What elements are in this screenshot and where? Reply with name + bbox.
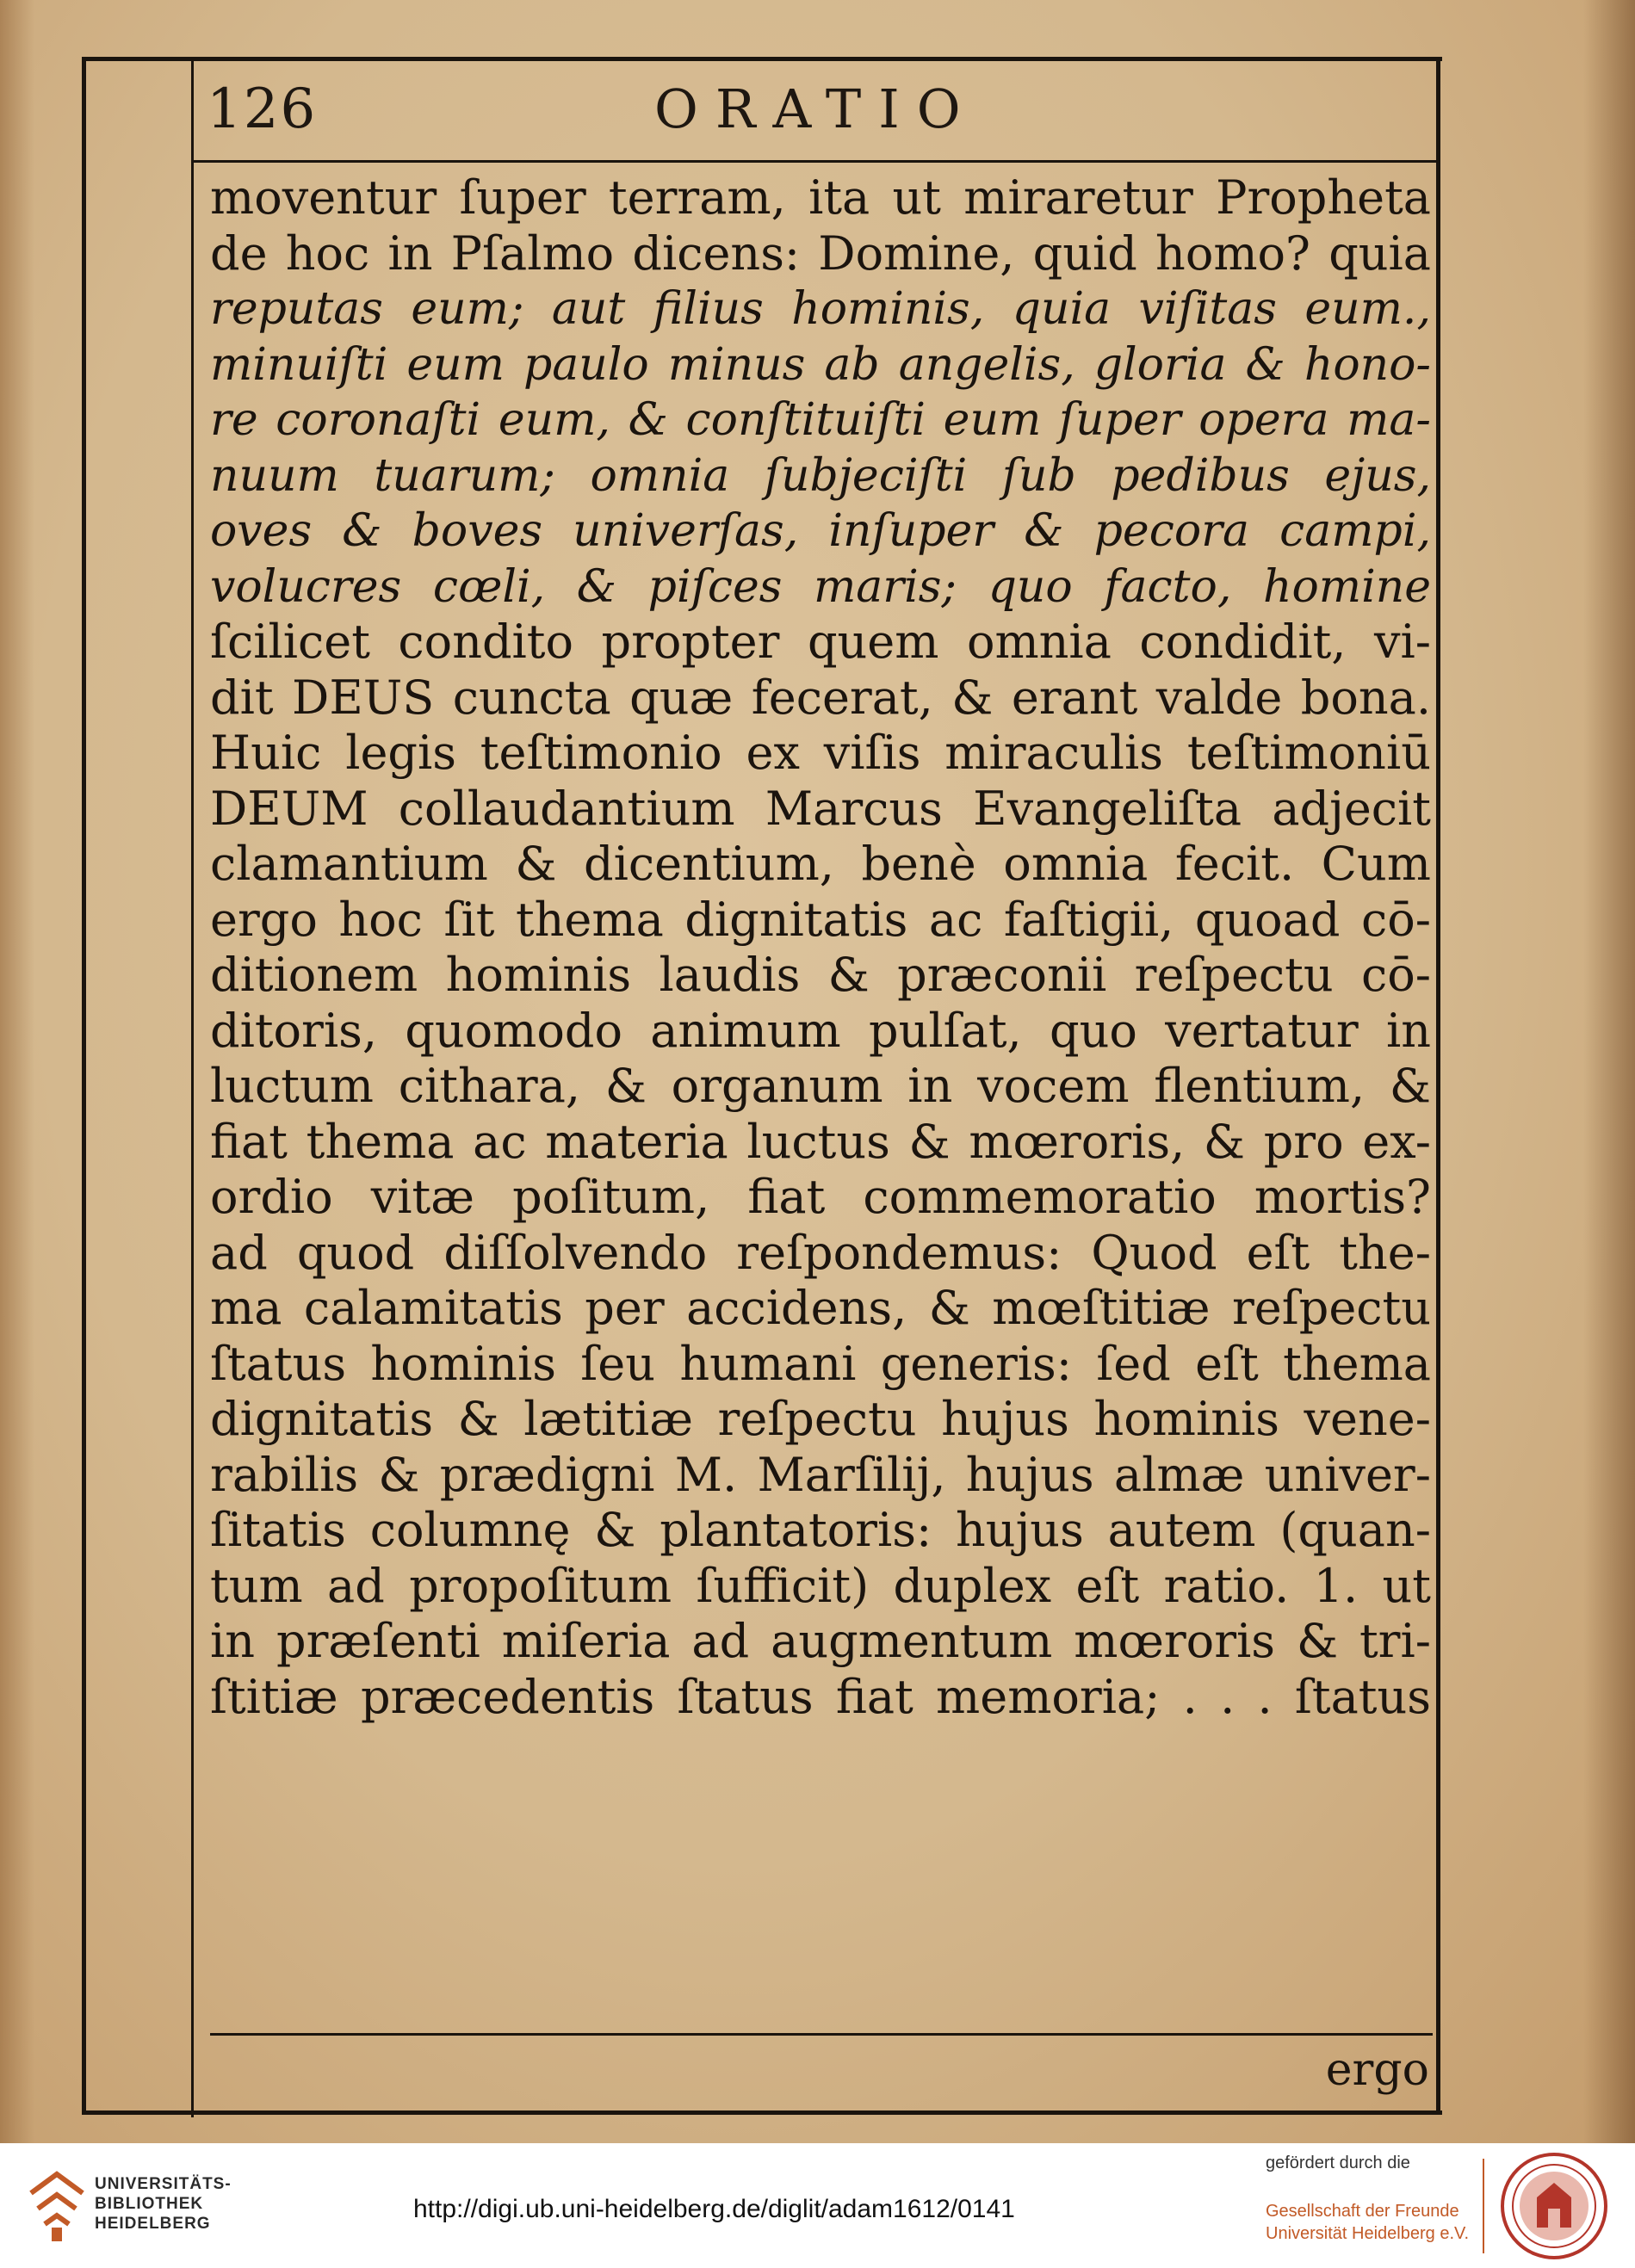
page-left-edge: [0, 0, 34, 2143]
permalink-url[interactable]: http://digi.ub.uni-heidelberg.de/diglit/adam1612/0141: [413, 2195, 1015, 2223]
text-line: nuum tuarum; omnia ſubjeciſti ſub pedibus ejus,: [210, 449, 1431, 502]
text-line: ergo hoc ſit thema dignitatis ac faſtigii, quoad cō-: [210, 892, 1431, 947]
text-line: Huic legis teſtimonio ex viſis miraculis teſtimoniū: [210, 726, 1431, 780]
sponsor-name: [1266, 2200, 1469, 2245]
text-line: DEUM collaudantium Marcus Evangeliſta adjecit: [210, 781, 1431, 836]
text-line: clamantium & dicentium, benè omnia fecit. Cum: [210, 837, 1431, 891]
text-line: rabilis & prædigni M. Marſilij, hujus almæ univer-: [210, 1447, 1431, 1502]
spine-shadow: [1583, 0, 1635, 2143]
header-underline: [191, 160, 1440, 163]
text-line: minuiſti eum paulo minus ab angelis, gloria & hono-: [210, 338, 1431, 391]
footer-bar: [0, 2143, 1635, 2268]
text-line: luctum cithara, & organum in vocem flentium, &: [210, 1059, 1431, 1113]
library-name: [95, 2174, 232, 2234]
sponsor-name-line: Universität Heidelberg e.V.: [1266, 2224, 1470, 2243]
text-line: in præſenti miſeria ad augmentum mœroris & tri-: [210, 1614, 1431, 1668]
text-line: dit DEUS cuncta quæ fecerat, & erant valde bona.: [210, 670, 1431, 725]
running-head: ORATIO: [654, 77, 978, 140]
library-name-line: BIBLIOTHEK: [95, 2195, 204, 2213]
text-line: ad quod diſſolvendo reſpondemus: Quod eſt the-: [210, 1225, 1431, 1280]
text-line: moventur ſuper terram, ita ut miraretur Propheta: [210, 170, 1431, 225]
text-line: reputas eum; aut filius hominis, quia viſitas eum.,: [210, 283, 1431, 335]
frame-rule-right: [1436, 57, 1440, 2115]
text-line: ſtitiæ præcedentis ſtatus fiat memoria; . . . ſtatus: [210, 1669, 1431, 1724]
text-line: ditionem hominis laudis & præconii reſpectu cō-: [210, 948, 1431, 1002]
frame-rule-left-outer: [82, 57, 86, 2115]
body-text: [210, 170, 1431, 1725]
text-line: ſcilicet condito propter quem omnia condidit, vi-: [210, 615, 1431, 669]
page-number: 126: [207, 77, 318, 141]
sponsor-caption: gefördert durch die: [1266, 2154, 1410, 2172]
text-line: oves & boves univerſas, inſuper & pecora campi,: [210, 505, 1431, 557]
frame-rule-bottom: [82, 2110, 1442, 2115]
text-line: ma calamitatis per accidens, & mœſtitiæ reſpectu: [210, 1281, 1431, 1335]
library-logo-icon: [26, 2167, 88, 2245]
sponsor-divider: [1483, 2159, 1484, 2253]
library-name-line: UNIVERSITÄTS-: [95, 2175, 232, 2193]
text-line: ſitatis columnę & plantatoris: hujus autem (quan-: [210, 1503, 1431, 1557]
text-underline: [210, 2033, 1433, 2036]
university-seal-icon: [1498, 2150, 1610, 2262]
library-name-line: HEIDELBERG: [95, 2215, 211, 2233]
text-line: volucres cœli, & piſces maris; quo facto, homine: [210, 560, 1431, 613]
text-line: dignitatis & lætitiæ reſpectu hujus hominis vene-: [210, 1392, 1431, 1446]
catchword: ergo: [1325, 2044, 1429, 2096]
text-line: ditoris, quomodo animum pulſat, quo vertatur in: [210, 1003, 1431, 1058]
frame-rule-left-inner: [191, 60, 194, 2117]
frame-rule-top: [82, 57, 1442, 61]
text-line: tum ad propoſitum ſufficit) duplex eſt ratio. 1. ut: [210, 1558, 1431, 1613]
sponsor-name-line: Gesellschaft der Freunde: [1266, 2202, 1459, 2221]
text-line: re coronaſti eum, & conſtituiſti eum ſuper opera ma-: [210, 394, 1431, 446]
text-line: fiat thema ac materia luctus & mœroris, & pro ex-: [210, 1114, 1431, 1169]
text-line: ſtatus hominis ſeu humani generis: ſed eſt thema: [210, 1336, 1431, 1391]
text-line: ordio vitæ poſitum, fiat commemoratio mortis?: [210, 1170, 1431, 1224]
text-line: de hoc in Pſalmo dicens: Domine, quid homo? quia: [210, 226, 1431, 281]
